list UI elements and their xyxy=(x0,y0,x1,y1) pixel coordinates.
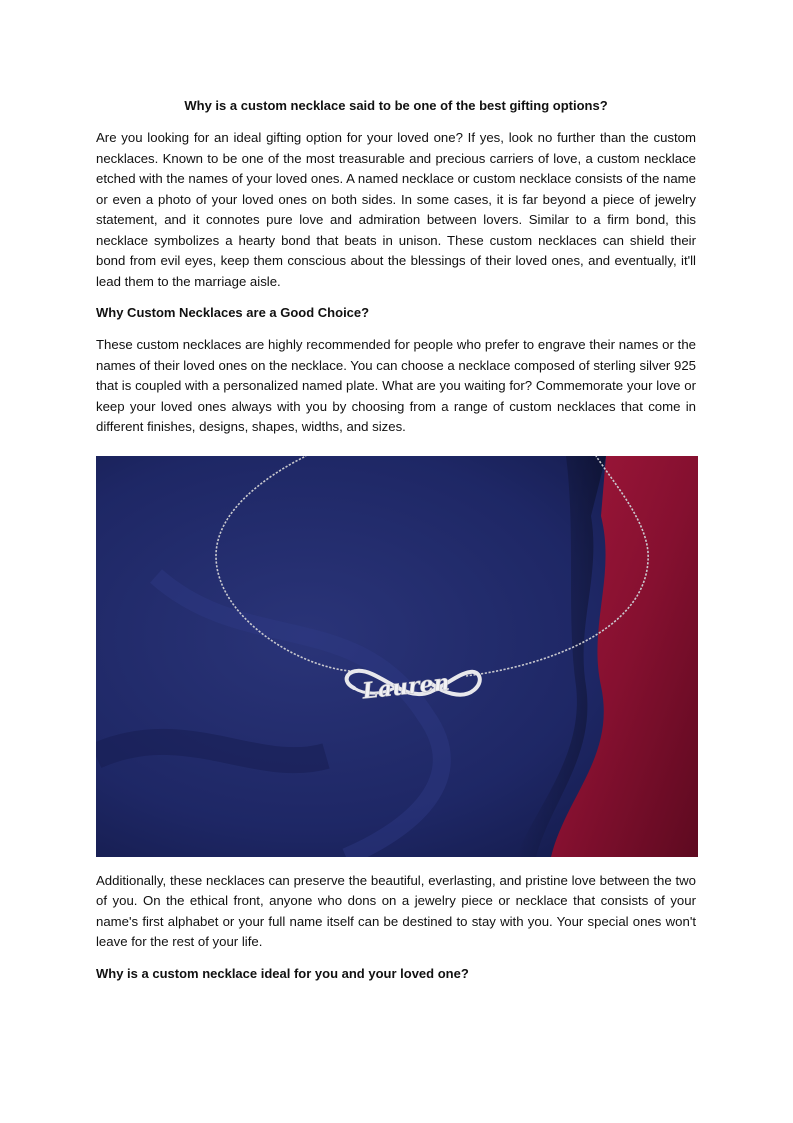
section-heading-ideal: Why is a custom necklace ideal for you and your loved one? xyxy=(96,965,469,981)
good-choice-paragraph: These custom necklaces are highly recommended for people who prefer to engrave their names or the names of their loved ones on the necklace. You can choose a necklace composed of sterling silver 925 that is coupled with a personalized named plate. What are you waiting for? Commemorate your love or keep your loved ones always with you by choosing from a range of custom necklaces that come in different finishes, designs, shapes, widths, and sizes. xyxy=(96,337,696,434)
necklace-photo xyxy=(96,456,698,857)
document-page xyxy=(96,96,696,996)
document-title: Why is a custom necklace said to be one of the best gifting options? xyxy=(184,98,608,113)
pendant-name-text: Lauren xyxy=(361,669,451,705)
additional-paragraph: Additionally, these necklaces can preserve the beautiful, everlasting, and pristine love between the two of you. On the ethical front, anyone who dons on a jewelry piece or necklace that consists of your name's first alphabet or your full name itself can be destined to stay with you. Your special ones won't leave for the rest of your life. xyxy=(96,872,696,949)
section-heading-good-choice: Why Custom Necklaces are a Good Choice? xyxy=(96,305,370,320)
intro-paragraph: Are you looking for an ideal gifting option for your loved one? If yes, look no further than the custom necklaces. Known to be one of the most treasurable and precious carriers of love, a custom necklace etched with the names of your loved ones. A named necklace or custom necklace consists of the name or even a photo of your loved ones on both sides. In some cases, it is far beyond a piece of jewelry statement, and it connotes pure love and admiration between lovers. Similar to a firm bond, this necklace symbolizes a hearty bond that beats in unison. These custom necklaces can shield their bond from evil eyes, keep them conscious about the blessings of their loved ones, and eventually, it'll lead them to the marriage aisle. xyxy=(96,130,696,289)
